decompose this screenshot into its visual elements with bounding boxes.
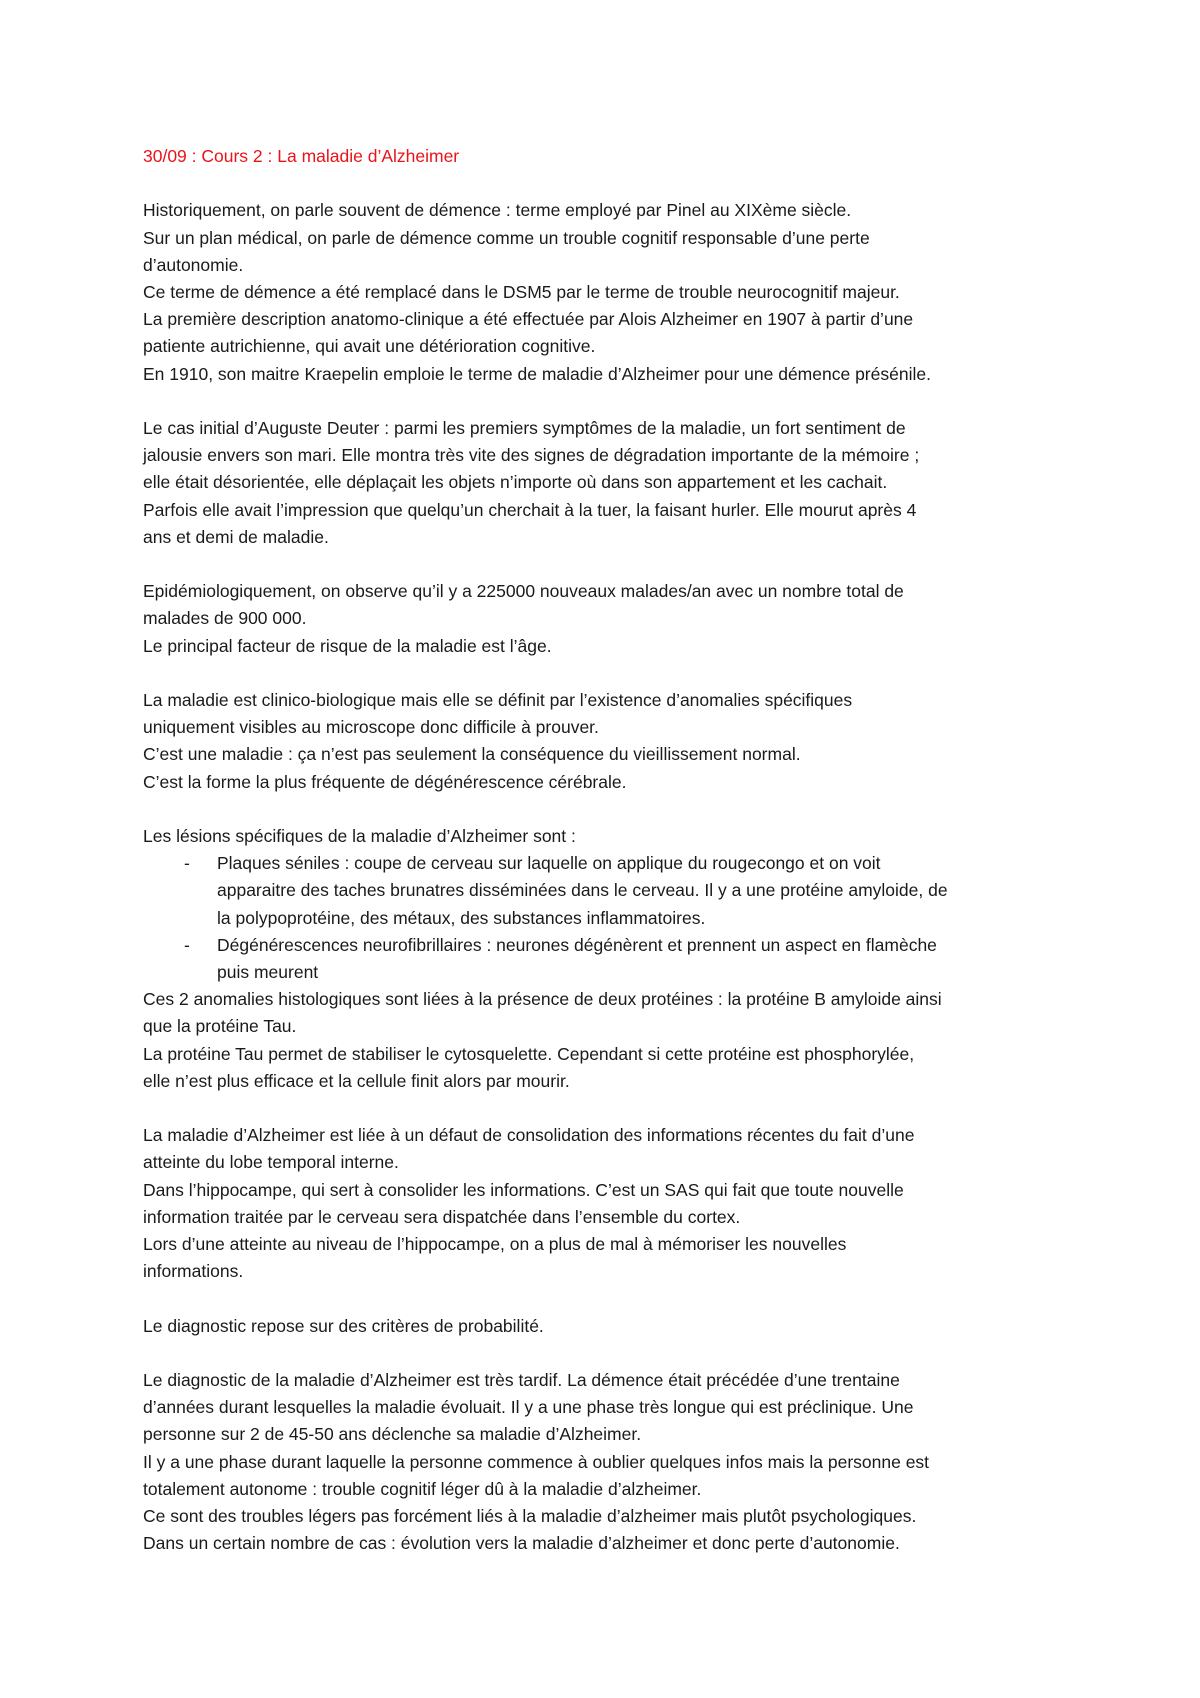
text-line: Il y a une phase durant laquelle la personne commence à oublier quelques infos mais la personne est [143, 1451, 930, 1472]
text-line: puis meurent [217, 962, 319, 983]
text-line: atteinte du lobe temporal interne. [143, 1152, 399, 1173]
text-line: C’est une maladie : ça n’est pas seulement la conséquence du vieillissement normal. [143, 744, 801, 765]
spacer [143, 170, 1073, 197]
text-line: Historiquement, on parle souvent de démence : terme employé par Pinel au XIXème siècle. [143, 200, 852, 221]
spacer [143, 1095, 1073, 1122]
text-line: Le principal facteur de risque de la maladie est l’âge. [143, 635, 552, 656]
text-line: patiente autrichienne, qui avait une détérioration cognitive. [143, 336, 596, 357]
text-line: elle était désorientée, elle déplaçait les objets n’importe où dans son appartement et les cachait. [143, 472, 888, 493]
paragraph-diagnostic-criteria [143, 1313, 1073, 1340]
text-line: Sur un plan médical, on parle de démence comme un trouble cognitif responsable d’une perte [143, 227, 870, 248]
spacer [143, 551, 1073, 578]
text-line: Dans un certain nombre de cas : évolution vers la maladie d’alzheimer et donc perte d’autonomie. [143, 1533, 900, 1554]
text-line: Dégénérescences neurofibrillaires : neurones dégénèrent et prennent un aspect en flamèche [217, 934, 937, 955]
paragraph-case [143, 415, 1073, 551]
text-line: uniquement visibles au microscope donc difficile à prouver. [143, 717, 599, 738]
text-line: La première description anatomo-clinique a été effectuée par Alois Alzheimer en 1907 à partir d’une [143, 309, 914, 330]
text-line: la polypoprotéine, des métaux, des substances inflammatoires. [217, 907, 706, 928]
list-item [143, 850, 1073, 932]
bullet-dash: - [184, 934, 190, 955]
spacer [143, 660, 1073, 687]
text-line: C’est la forme la plus fréquente de dégénérescence cérébrale. [143, 771, 627, 792]
paragraph-diagnostic-late [143, 1367, 1073, 1557]
text-line: Ce terme de démence a été remplacé dans le DSM5 par le terme de trouble neurocognitif majeur. [143, 282, 900, 302]
text-line: En 1910, son maitre Kraepelin emploie le terme de maladie d’Alzheimer pour une démence présénile. [143, 363, 931, 384]
text-line: Dans l’hippocampe, qui sert à consolider les informations. C’est un SAS qui fait que toute nouvelle [143, 1179, 904, 1200]
text-line: Plaques séniles : coupe de cerveau sur laquelle on applique du rougecongo et on voit [217, 853, 881, 874]
text-line: apparaitre des taches brunatres disséminées dans le cerveau. Il y a une protéine amyloide, de [217, 880, 948, 901]
text-line: Les lésions spécifiques de la maladie d’Alzheimer sont : [143, 826, 576, 846]
text-line: malades de 900 000. [143, 608, 307, 629]
text-line: jalousie envers son mari. Elle montra très vite des signes de dégradation importante de la mémoire ; [143, 445, 920, 466]
paragraph-consolidation [143, 1122, 1073, 1285]
bullet-list [143, 850, 1073, 986]
spacer [143, 388, 1073, 415]
document-title: 30/09 : Cours 2 : La maladie d’Alzheimer [143, 146, 460, 166]
text-line: personne sur 2 de 45-50 ans déclenche sa maladie d’Alzheimer. [143, 1424, 642, 1445]
list-item [143, 932, 1073, 986]
text-line: Ces 2 anomalies histologiques sont liées à la présence de deux protéines : la protéine B amyloide ainsi [143, 989, 942, 1010]
text-line: Parfois elle avait l’impression que quelqu’un cherchait à la tuer, la faisant hurler. Elle mourut après 4 [143, 499, 917, 520]
text-line: Epidémiologiquement, on observe qu’il y a 225000 nouveaux malades/an avec un nombre total de [143, 581, 904, 602]
bullet-dash: - [184, 853, 190, 874]
text-line: elle n’est plus efficace et la cellule finit alors par mourir. [143, 1070, 570, 1091]
document-page [143, 143, 1073, 1557]
text-line: totalement autonome : trouble cognitif léger dû à la maladie d’alzheimer. [143, 1478, 702, 1499]
text-line: La maladie est clinico-biologique mais elle se définit par l’existence d’anomalies spécifiques [143, 690, 853, 710]
text-line: Le diagnostic de la maladie d’Alzheimer est très tardif. La démence était précédée d’une trentaine [143, 1370, 900, 1391]
text-line: d’années durant lesquelles la maladie évoluait. Il y a une phase très longue qui est préclinique. Une [143, 1397, 914, 1418]
spacer [143, 796, 1073, 823]
text-line: ans et demi de maladie. [143, 526, 329, 547]
text-line: Ce sont des troubles légers pas forcément liés à la maladie d’alzheimer mais plutôt psychologiques. [143, 1506, 917, 1527]
text-line: d’autonomie. [143, 254, 244, 275]
paragraph-history [143, 197, 1073, 387]
spacer [143, 1340, 1073, 1367]
text-line: La maladie d’Alzheimer est liée à un défaut de consolidation des informations récentes du fait d’une [143, 1125, 915, 1146]
text-line: information traitée par le cerveau sera dispatchée dans l’ensemble du cortex. [143, 1206, 741, 1227]
text-line: que la protéine Tau. [143, 1016, 297, 1037]
text-line: Le diagnostic repose sur des critères de probabilité. [143, 1315, 544, 1336]
paragraph-definition [143, 687, 1073, 796]
section-lesions [143, 823, 1073, 1095]
spacer [143, 1285, 1073, 1312]
text-line: Le cas initial d’Auguste Deuter : parmi les premiers symptômes de la maladie, un fort sentiment de [143, 418, 906, 438]
text-line: informations. [143, 1261, 244, 1282]
text-line: Lors d’une atteinte au niveau de l’hippocampe, on a plus de mal à mémoriser les nouvelles [143, 1234, 847, 1255]
paragraph-epidemiology [143, 578, 1073, 660]
text-line: La protéine Tau permet de stabiliser le cytosquelette. Cependant si cette protéine est phosphorylée, [143, 1043, 915, 1064]
